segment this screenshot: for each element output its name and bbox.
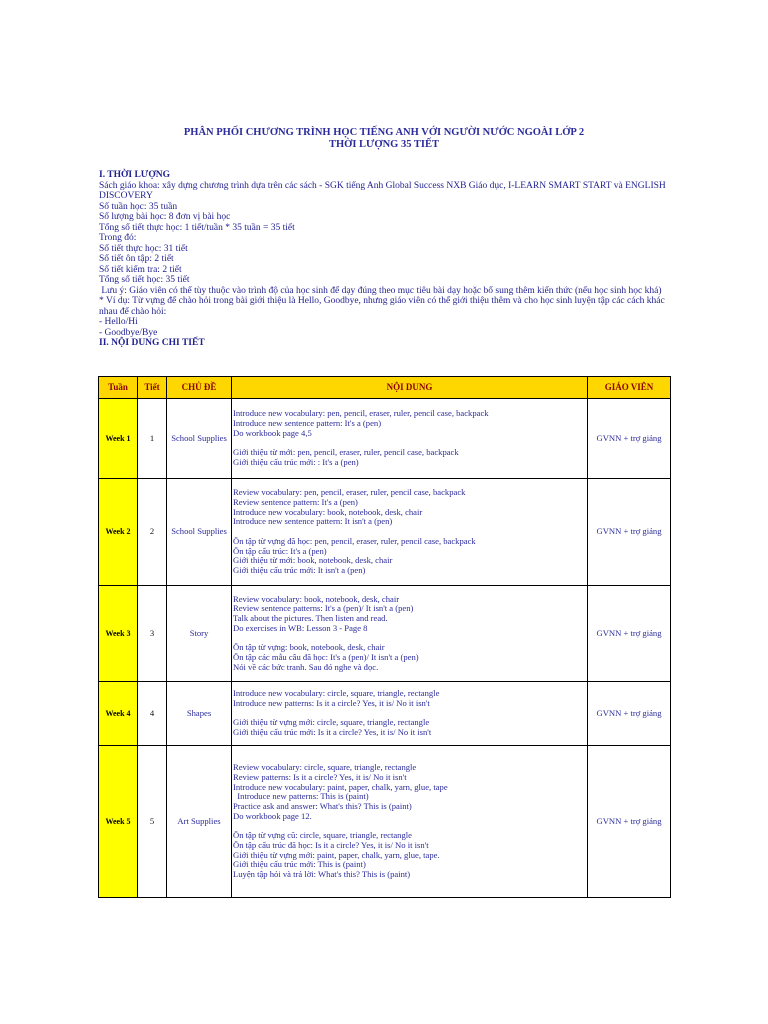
content-line: Introduce new vocabulary: book, notebook, desk, chair [233,507,423,517]
period-cell: 4 [138,682,167,746]
intro-line: Trong đó: [99,233,137,243]
content-line: Giới thiệu từ vựng mới: circle, square, triangle, rectangle [233,718,430,728]
week-cell: Week 2 [99,479,138,586]
table-row [99,586,671,682]
content-line [233,709,586,719]
table-header-row [99,377,671,399]
content-line: Introduce new patterns: This is (paint) [233,792,369,802]
topic-cell: Shapes [167,682,232,746]
intro-line: Số tiết kiểm tra: 2 tiết [99,264,182,275]
intro-line: Số tiết thực học: 31 tiết [99,243,188,254]
intro-line: Số tuần học: 35 tuần [99,201,178,212]
teacher-cell: GVNN + trợ giảng [588,586,671,682]
header-content: NỘI DUNG [232,377,588,399]
content-line: Do workbook page 12. [233,811,312,821]
content-line [233,634,586,644]
content-line: Practice ask and answer: What's this? This is (paint) [233,802,412,812]
intro-note: Lưu ý: Giáo viên có thể tùy thuộc vào trình độ của học sinh để dạy đúng theo mục tiêu bài dạy hoặc bổ sung thêm kiến thức (nếu học sinh học khá) [99,285,662,296]
content-line: Introduce new sentence pattern: It isn't a (pen) [233,517,393,527]
topic-cell: School Supplies [167,479,232,586]
topic-cell: School Supplies [167,399,232,479]
content-line: Introduce new sentence pattern: It's a (pen) [233,419,382,429]
content-line: Do exercises in WB: Lesson 3 - Page 8 [233,623,368,633]
content-line: Ôn tập cấu trúc: It's a (pen) [233,546,327,556]
week-cell: Week 5 [99,746,138,898]
table-row [99,682,671,746]
content-line [233,439,586,449]
content-line: Giới thiệu cấu trúc mới: It isn't a (pen) [233,565,366,575]
teacher-cell: GVNN + trợ giảng [588,479,671,586]
content-line [233,822,586,832]
content-line: Review patterns: Is it a circle? Yes, it is/ No it isn't [233,772,407,782]
topic-cell: Art Supplies [167,746,232,898]
period-cell: 3 [138,586,167,682]
header-week: Tuần [99,377,138,399]
content-line: Luyện tập hỏi và trả lời: What's this? This is (paint) [233,870,411,879]
intro-line: Sách giáo khoa: xây dựng chương trình dựa trên các sách - SGK tiếng Anh Global Success NXB Giáo dục, I-LEARN SMART START và ENGLISH DISCOVERY [99,180,666,201]
content-line: Ôn tập cấu trúc đã học: Is it a circle? Yes, it is/ No it isn't [233,840,429,850]
section-heading-details: II. NỘI DUNG CHI TIẾT [99,338,205,348]
content-line: Talk about the pictures. Then listen and read. [233,614,388,624]
intro-line: Số lượng bài học: 8 đơn vị bài học [99,212,231,222]
section-heading-duration: I. THỜI LƯỢNG [99,170,170,180]
week-cell: Week 4 [99,682,138,746]
content-line: Do workbook page 4,5 [233,428,312,438]
intro-example: * Ví dụ: Từ vựng để chào hỏi trong bài giới thiệu là Hello, Goodbye, nhưng giáo viên có thể giới thiệu thêm và cho học sinh luyện tập các cách khác nhau để chào hỏi: [99,296,665,317]
header-topic: CHỦ ĐỀ [167,377,232,399]
content-line: Giới thiệu từ mới: book, notebook, desk, chair [233,556,393,566]
header-period: Tiết [138,377,167,399]
document-title [0,127,768,151]
teacher-cell: GVNN + trợ giảng [588,746,671,898]
teacher-cell: GVNN + trợ giảng [588,682,671,746]
period-cell: 2 [138,479,167,586]
content-line: Introduce new patterns: Is it a circle? Yes, it is/ No it isn't [233,698,430,708]
content-line: Ôn tập từ vựng: book, notebook, desk, chair [233,643,385,653]
content-line: Giới thiệu từ vựng mới: paint, paper, chalk, yarn, glue, tape. [233,850,440,860]
schedule-table [98,376,671,898]
content-line: Introduce new vocabulary: circle, square, triangle, rectangle [233,689,440,699]
content-cell [232,586,588,682]
title-line-1: PHÂN PHỐI CHƯƠNG TRÌNH HỌC TIẾNG ANH VỚI NGƯỜI NƯỚC NGOÀI LỚP 2 [183,127,585,138]
content-line [233,527,586,537]
content-line: Nói về các bức tranh. Sau đó nghe và đọc. [233,662,379,672]
period-cell: 1 [138,399,167,479]
intro-section [99,170,669,349]
content-line: Giới thiệu cấu trúc mới: This is (paint) [233,860,366,870]
intro-line: - Hello/Hi [99,317,138,327]
intro-line: Tổng số tiết học: 35 tiết [99,275,190,285]
table-row [99,746,671,898]
intro-line: - Goodbye/Bye [99,327,158,338]
table-row [99,479,671,586]
week-cell: Week 3 [99,586,138,682]
content-line: Giới thiệu cấu trúc mới: : It's a (pen) [233,457,359,467]
content-cell [232,682,588,746]
content-line: Ôn tập các mẫu câu đã học: It's a (pen)/ It isn't a (pen) [233,652,419,662]
content-line: Giới thiệu cấu trúc mới: Is it a circle? Yes, it is/ No it isn't [233,728,432,738]
content-line: Ôn tập từ vựng cũ: circle, square, triangle, rectangle [233,831,412,841]
content-line: Review sentence pattern: It's a (pen) [233,498,358,508]
header-teacher: GIÁO VIÊN [588,377,671,399]
content-cell [232,746,588,898]
content-line: Introduce new vocabulary: paint, paper, chalk, yarn, glue, tape [233,782,448,792]
intro-line: Tổng số tiết thực học: 1 tiết/tuần * 35 tuần = 35 tiết [99,222,295,233]
content-cell [232,399,588,479]
content-line: Introduce new vocabulary: pen, pencil, eraser, ruler, pencil case, backpack [233,409,489,419]
content-line: Review vocabulary: pen, pencil, eraser, ruler, pencil case, backpack [233,488,466,498]
content-line: Review vocabulary: circle, square, triangle, rectangle [233,763,417,773]
content-cell [232,479,588,586]
period-cell: 5 [138,746,167,898]
topic-cell: Story [167,586,232,682]
week-cell: Week 1 [99,399,138,479]
intro-line: Số tiết ôn tập: 2 tiết [99,254,174,264]
content-line: Review sentence patterns: It's a (pen)/ It isn't a (pen) [233,604,414,614]
content-line: Giới thiệu từ mới: pen, pencil, eraser, ruler, pencil case, backpack [233,448,459,458]
teacher-cell: GVNN + trợ giảng [588,399,671,479]
table-row [99,399,671,479]
content-line: Review vocabulary: book, notebook, desk, chair [233,594,400,604]
content-line: Ôn tập từ vựng đã học: pen, pencil, eraser, ruler, pencil case, backpack [233,536,476,546]
title-line-2: THỜI LƯỢNG 35 TIẾT [329,139,439,150]
